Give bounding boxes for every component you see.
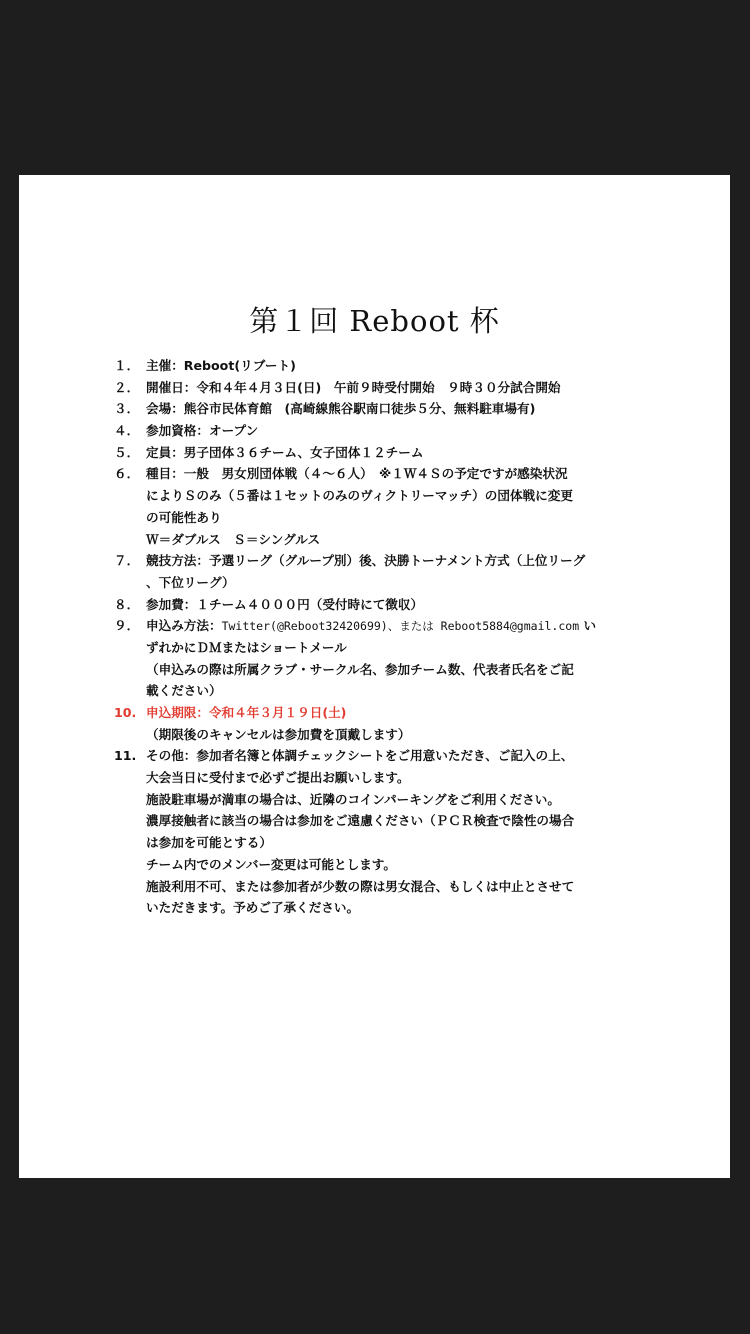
document-title: 第１回 Reboot 杯 — [249, 304, 500, 338]
list-item-11-cont — [114, 854, 634, 876]
contact-info: Twitter(@Reboot32420699)、または Reboot5884@gmail.com — [221, 619, 580, 634]
item-continuation: 施設駐車場が満車の場合は、近隣のコインパーキングをご利用ください。 — [146, 791, 560, 807]
item-continuation: は参加を可能とする） — [146, 835, 272, 851]
item-number: 10. — [114, 705, 137, 720]
item-continuation: （申込みの際は所属クラブ・サークル名、参加チーム数、代表者氏名をご記 — [146, 661, 574, 677]
item-text: 会場：熊谷市民体育館 (高崎線熊谷駅南口徒歩５分、無料駐車場有) — [146, 401, 536, 417]
item-text: 主催：Reboot(リブート) — [146, 358, 296, 373]
list-item-5 — [114, 442, 634, 464]
list-item-2 — [114, 377, 634, 399]
item-continuation: 載ください） — [146, 683, 222, 699]
item-continuation: ずれかにＤＭまたはショートメール — [146, 639, 347, 655]
list-item-9-cont — [114, 637, 634, 659]
item-continuation: 濃厚接触者に該当の場合は参加をご遠慮ください（ＰＣＲ検査で陰性の場合 — [146, 813, 575, 829]
list-item-11-cont — [114, 767, 634, 789]
item-number: ６． — [114, 466, 140, 482]
item-text-label: 申込み方法： — [146, 618, 222, 634]
item-text: 種目：一般 男女別団体戦（４～６人） ※１Ｗ４Ｓの予定ですが感染状況 — [146, 466, 568, 482]
item-text: 競技方法：予選リーグ（グループ別）後、決勝トーナメント方式（上位リーグ — [146, 553, 586, 569]
item-text: その他：参加者名簿と体調チェックシートをご用意いただき、ご記入の上、 — [146, 748, 574, 764]
list-item-10-deadline — [114, 702, 634, 724]
item-number: ９． — [114, 618, 140, 634]
list-item-10-cont — [114, 724, 634, 746]
deadline-text: 申込期限：令和４年３月１９日(土) — [146, 705, 347, 720]
list-item-11-cont — [114, 832, 634, 854]
item-number: ７． — [114, 553, 140, 569]
list-item-4 — [114, 420, 634, 442]
list-item-6-cont — [114, 485, 634, 507]
list-item-1 — [114, 355, 634, 377]
list-item-7-cont — [114, 572, 634, 594]
item-number: 11. — [114, 748, 137, 764]
list-item-11-cont — [114, 810, 634, 832]
item-continuation: チーム内でのメンバー変更は可能とします。 — [146, 856, 396, 872]
item-text: 開催日：令和４年４月３日(日) 午前９時受付開始 ９時３０分試合開始 — [146, 379, 561, 395]
item-continuation: 、下位リーグ） — [146, 574, 235, 590]
item-number: ５． — [114, 444, 140, 460]
list-item-6-cont — [114, 507, 634, 529]
item-text: 参加費：１チーム４０００円（受付時にて徴収） — [146, 596, 424, 612]
list-item-11 — [114, 745, 634, 767]
item-text-tail: い — [579, 618, 597, 634]
document-body — [114, 355, 634, 919]
item-number: ２． — [114, 379, 140, 395]
list-item-9-cont — [114, 659, 634, 681]
list-item-7 — [114, 550, 634, 572]
list-item-9 — [114, 615, 634, 637]
item-continuation: Ｗ＝ダブルス Ｓ＝シングルス — [146, 531, 321, 547]
item-number: ８． — [114, 596, 140, 612]
item-text — [146, 615, 596, 638]
list-item-11-cont — [114, 789, 634, 811]
list-item-6 — [114, 463, 634, 485]
item-text: 参加資格：オープン — [146, 423, 259, 439]
item-number: ４． — [114, 423, 140, 439]
item-continuation: の可能性あり — [146, 509, 222, 525]
item-number: １． — [114, 358, 140, 373]
list-item-6-cont — [114, 529, 634, 551]
list-item-9-cont — [114, 680, 634, 702]
item-continuation: によりＳのみ（５番は１セットのみのヴィクトリーマッチ）の団体戦に変更 — [146, 488, 573, 504]
list-item-11-cont — [114, 876, 634, 898]
item-continuation: 大会当日に受付まで必ずご提出お願いします。 — [146, 770, 410, 786]
list-item-11-cont — [114, 897, 634, 919]
item-continuation: いただきます。予めご了承ください。 — [146, 900, 360, 916]
item-number: ３． — [114, 401, 140, 417]
list-item-8 — [114, 594, 634, 616]
item-continuation: 施設利用不可、または参加者が少数の際は男女混合、もしくは中止とさせて — [146, 878, 575, 894]
item-text: 定員：男子団体３６チーム、女子団体１２チーム — [146, 444, 424, 460]
document-page — [19, 175, 730, 1178]
list-item-3 — [114, 398, 634, 420]
item-continuation: （期限後のキャンセルは参加費を頂戴します） — [146, 726, 411, 742]
